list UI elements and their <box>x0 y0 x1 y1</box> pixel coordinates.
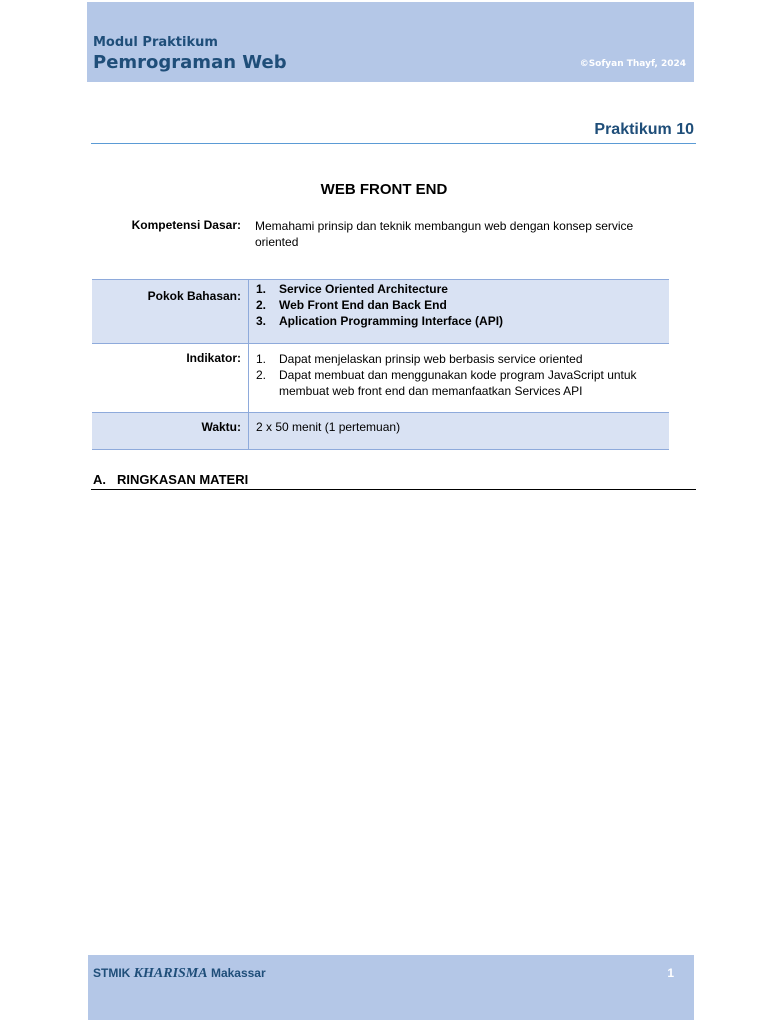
table-row-waktu <box>92 413 669 450</box>
section-title: RINGKASAN MATERI <box>117 472 249 487</box>
document-title: WEB FRONT END <box>320 181 448 198</box>
course-title: Pemrograman Web <box>93 52 287 73</box>
section-divider <box>91 489 696 490</box>
list-item: 3. Aplication Programming Interface (API) <box>256 314 504 328</box>
indikator-list <box>256 351 669 399</box>
list-item: 1. Service Oriented Architecture <box>256 282 448 296</box>
page-footer <box>88 955 694 1020</box>
praktikum-title: Praktikum 10 <box>594 121 694 138</box>
module-label: Modul Praktikum <box>93 35 218 50</box>
waktu-value: 2 x 50 menit (1 pertemuan) <box>256 420 401 434</box>
table-row-indikator <box>92 344 669 413</box>
list-item: 1. Dapat menjelaskan prinsip web berbasis service oriented <box>256 352 583 366</box>
waktu-label: Waktu: <box>92 413 249 450</box>
praktikum-divider <box>91 143 696 144</box>
page-number: 1 <box>667 966 674 980</box>
list-item: 2. Web Front End dan Back End <box>256 298 447 312</box>
indikator-value <box>249 344 670 413</box>
pokok-bahasan-value <box>249 280 670 344</box>
institution-name: STMIK KHARISMA Makassar <box>93 966 266 981</box>
page-header <box>87 2 694 82</box>
kompetensi-value: Memahami prinsip dan teknik membangun web dengan konsep service oriented <box>255 219 634 249</box>
list-item: 2. Dapat membuat dan menggunakan kode program JavaScript untuk membuat web front end dan memanfaatkan Services API <box>256 368 637 398</box>
pokok-bahasan-list <box>256 281 669 329</box>
section-letter: A. <box>93 472 106 487</box>
kompetensi-label: Kompetensi Dasar: <box>131 218 241 232</box>
pokok-bahasan-label: Pokok Bahasan: <box>92 280 249 344</box>
copyright-text: ©Sofyan Thayf, 2024 <box>579 59 686 69</box>
info-table <box>92 279 669 450</box>
table-row-pokok-bahasan <box>92 280 669 344</box>
section-heading-a <box>93 472 248 487</box>
institution-brand: KHARISMA <box>133 966 208 981</box>
indikator-label: Indikator: <box>92 344 249 413</box>
